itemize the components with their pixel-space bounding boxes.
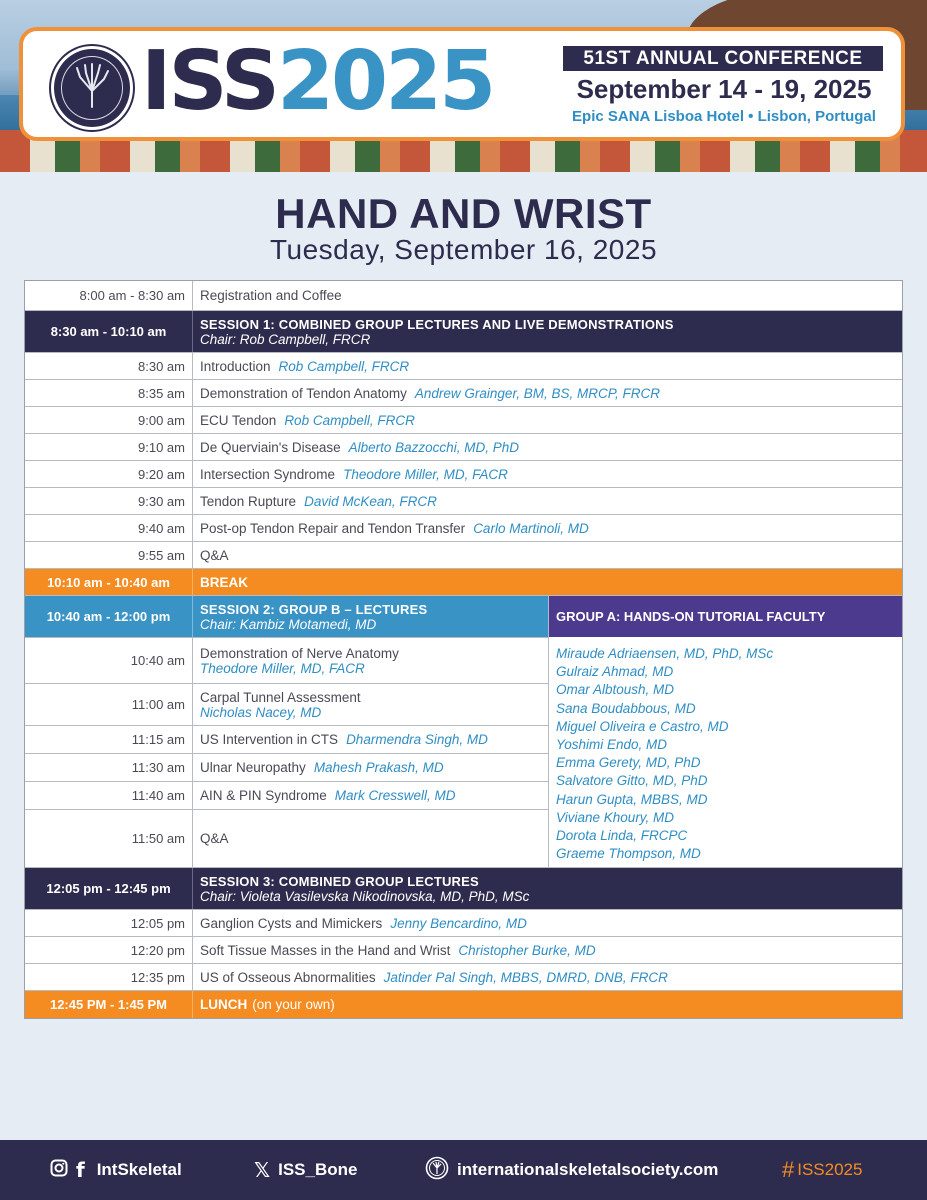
time-cell: 9:55 am [25,542,193,568]
table-row [25,542,902,569]
talk-title: Demonstration of Nerve Anatomy [200,645,399,661]
speaker-name: Theodore Miller, MD, FACR [200,660,365,676]
talk-title: Post-op Tendon Repair and Tendon Transfer [200,520,466,536]
table-row [25,434,902,461]
hand-skeleton-icon [72,63,112,109]
facebook-icon: f [76,1158,85,1182]
time-cell: 12:05 pm - 12:45 pm [25,868,193,909]
session3-header-row [25,868,902,910]
session-title: SESSION 3: COMBINED GROUP LECTURES [200,873,479,889]
instagram-icon [50,1159,68,1182]
page-date: Tuesday, September 16, 2025 [269,234,658,265]
faculty-name: Miraude Adriaensen, MD, PhD, MSc [556,646,774,661]
time-cell: 12:20 pm [25,937,193,963]
society-seal-logo [51,46,133,130]
speaker-name: Theodore Miller, MD, FACR [343,466,508,482]
table-row [25,488,902,515]
social-handle: ISS_Bone [278,1160,358,1179]
table-row [25,754,548,782]
lunch-row [25,991,902,1018]
faculty-name: Graeme Thompson, MD [556,846,701,862]
speaker-name: Rob Campbell, FRCR [284,412,415,428]
speaker-name: Carlo Martinoli, MD [473,520,589,536]
time-cell: 9:40 am [25,515,193,541]
website-link[interactable] [425,1140,718,1200]
time-cell: 10:10 am - 10:40 am [25,569,193,595]
talk-title: AIN & PIN Syndrome [200,788,327,803]
talk-title: Ganglion Cysts and Mimickers [200,915,383,931]
time-cell: 11:15 am [25,726,193,753]
time-cell: 11:00 am [25,684,193,725]
speaker-name: Rob Campbell, FRCR [278,358,410,374]
talk-title: Q&A [200,547,229,563]
speaker-name: Jenny Bencardino, MD [390,915,527,931]
table-row [25,937,902,964]
group-a-panel [549,596,902,867]
time-cell: 8:30 am - 10:10 am [25,311,193,352]
talk-title: Soft Tissue Masses in the Hand and Wrist [200,942,451,958]
faculty-name: Viviane Khoury, MD [556,809,675,825]
talk-title: De Querviain's Disease [200,439,341,455]
table-row [25,810,548,867]
time-cell: 8:30 am [25,353,193,379]
time-cell: 9:10 am [25,434,193,460]
time-cell: 12:05 pm [25,910,193,936]
title-cell: BREAK [200,574,249,590]
session-chair: Chair: Kambiz Motamedi, MD [200,616,377,632]
time-cell: 9:20 am [25,461,193,487]
faculty-name: Yoshimi Endo, MD [556,737,668,753]
session2-header-row [25,596,548,638]
social-iss-bone[interactable] [254,1140,357,1200]
logo-year: 2025 [276,34,494,129]
speaker-name: Mark Cresswell, MD [334,788,456,803]
hashtag[interactable] [782,1140,862,1200]
session-title: SESSION 1: COMBINED GROUP LECTURES AND LIVE DEMONSTRATIONS [200,316,674,332]
table-row [25,281,902,311]
x-icon: 𝕏 [254,1158,271,1182]
faculty-list [549,637,902,863]
time-cell: 10:40 am [25,638,193,683]
conference-dates: September 14 - 19, 2025 [576,74,872,104]
page-title: HAND AND WRIST [275,190,652,237]
table-row [25,353,902,380]
time-cell: 8:35 am [25,380,193,406]
faculty-name: Sana Boudabbous, MD [556,700,696,716]
faculty-name: Salvatore Gitto, MD, PhD [556,773,708,789]
time-cell: 11:30 am [25,754,193,781]
time-cell: 11:40 am [25,782,193,809]
table-row [25,910,902,937]
talk-title: Introduction [200,358,271,374]
speaker-name: Mahesh Prakash, MD [313,760,444,775]
session2-block [25,596,902,868]
time-cell: 12:45 PM - 1:45 PM [25,991,193,1018]
session-chair: Chair: Violeta Vasilevska Nikodinovska, MD, PhD, MSc [200,888,530,904]
talk-title: Q&A [200,831,229,846]
hashtag-text: ISS2025 [797,1160,863,1179]
faculty-name: Harun Gupta, MBBS, MD [556,791,708,807]
time-cell: 11:50 am [25,810,193,867]
table-row [25,515,902,542]
table-row [25,726,548,754]
table-row [25,380,902,407]
talk-title: Intersection Syndrome [200,466,336,482]
table-row [25,407,902,434]
faculty-name: Emma Gerety, MD, PhD [556,755,701,771]
lunch-title: LUNCH [200,997,248,1012]
time-cell: 12:35 pm [25,964,193,990]
table-row [25,964,902,991]
iss2025-logo [141,35,493,129]
footer-bar [0,1140,927,1200]
conference-banner [19,27,905,141]
faculty-name: Gulraiz Ahmad, MD [556,664,674,680]
speaker-name: Alberto Bazzocchi, MD, PhD [348,439,519,455]
talk-title: ECU Tendon [200,412,277,428]
time-cell: 8:00 am - 8:30 am [25,281,193,310]
table-row [25,461,902,488]
session-title: SESSION 2: GROUP B – LECTURES [200,601,428,617]
website-url: internationalskeletalsociety.com [457,1160,719,1179]
talk-title: Tendon Rupture [200,493,297,509]
table-row [25,782,548,810]
session1-header-row [25,311,902,353]
group-a-header: GROUP A: HANDS-ON TUTORIAL FACULTY [549,596,902,637]
schedule-table [24,280,903,1019]
time-cell: 10:40 am - 12:00 pm [25,596,193,637]
title-cell: Registration and Coffee [200,288,342,303]
talk-title: US of Osseous Abnormalities [200,969,376,985]
logo-iss: ISS [141,34,277,129]
table-row [25,684,548,726]
social-handle: IntSkeletal [96,1160,182,1179]
speaker-name: Andrew Grainger, BM, BS, MRCP, FRCR [414,385,660,401]
conference-venue: Epic SANA Lisboa Hotel • Lisbon, Portugal [572,108,876,125]
time-cell: 9:00 am [25,407,193,433]
talk-title: Carpal Tunnel Assessment [200,689,361,705]
faculty-name: Dorota Linda, FRCPC [556,828,688,844]
session-chair: Chair: Rob Campbell, FRCR [200,331,371,347]
faculty-name: Omar Albtoush, MD [556,682,675,698]
time-cell: 9:30 am [25,488,193,514]
social-intskeletal[interactable] [50,1140,182,1200]
speaker-name: Christopher Burke, MD [458,942,596,958]
speaker-name: David McKean, FRCR [304,493,437,509]
speaker-name: Nicholas Nacey, MD [200,704,322,720]
break-row [25,569,902,596]
seal-icon [425,1156,449,1185]
talk-title: Demonstration of Tendon Anatomy [200,385,407,401]
talk-title: Ulnar Neuropathy [200,760,306,775]
talk-title: US Intervention in CTS [200,732,339,747]
lunch-note: (on your own) [252,997,335,1012]
table-row [25,638,548,684]
faculty-name: Miguel Oliveira e Castro, MD [556,718,729,734]
speaker-name: Dharmendra Singh, MD [346,732,488,747]
conference-label: 51ST ANNUAL CONFERENCE [563,46,883,71]
hashtag-icon: # [782,1157,795,1182]
speaker-name: Jatinder Pal Singh, MBBS, DMRD, DNB, FRCR [383,969,668,985]
